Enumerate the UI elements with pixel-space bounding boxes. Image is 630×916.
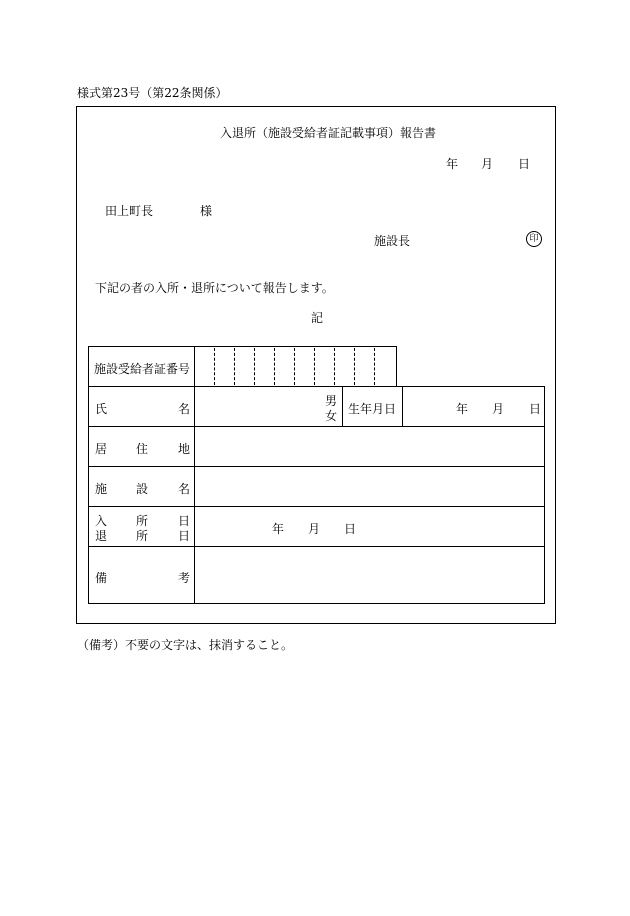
form-title: 入退所（施設受給者証記載事項）報告書 <box>220 126 437 140</box>
seal-mark: 印 <box>526 231 542 247</box>
body-text: 下記の者の入所・退所について報告します。 <box>95 281 334 295</box>
sender-label: 施設長 <box>374 234 411 248</box>
form-number: 様式第23号（第22条関係） <box>77 86 228 100</box>
discharge-label-2: 所 <box>136 529 149 543</box>
remarks-label-1: 備 <box>95 571 108 585</box>
birthdate-label: 生年月日 <box>348 402 397 416</box>
footnote: （備考）不要の文字は、抹消すること。 <box>77 638 294 652</box>
discharge-label-3: 日 <box>178 529 191 543</box>
sex-male: 男 <box>325 394 338 408</box>
admission-date-year: 年 <box>272 522 285 536</box>
ki-label: 記 <box>311 311 324 325</box>
facility-label-2: 設 <box>136 482 149 496</box>
admission-date-month: 月 <box>308 522 321 536</box>
birthdate-day: 日 <box>529 402 542 416</box>
admission-label-1: 入 <box>95 514 108 528</box>
admission-date-day: 日 <box>344 522 357 536</box>
residence-label-2: 住 <box>136 442 149 456</box>
residence-label-3: 地 <box>178 442 191 456</box>
cert-number-label: 施設受給者証番号 <box>94 362 191 376</box>
admission-label-2: 所 <box>136 514 149 528</box>
name-label-1: 氏 <box>95 402 108 416</box>
facility-label-1: 施 <box>95 482 108 496</box>
remarks-label-2: 考 <box>178 571 191 585</box>
admission-label-3: 日 <box>178 514 191 528</box>
date-day: 日 <box>518 157 531 171</box>
name-label-2: 名 <box>178 402 191 416</box>
date-year: 年 <box>446 157 459 171</box>
addressee-honorific: 様 <box>200 204 213 218</box>
birthdate-month: 月 <box>492 402 505 416</box>
birthdate-year: 年 <box>456 402 469 416</box>
date-month: 月 <box>481 157 494 171</box>
addressee-name: 田上町長 <box>105 204 154 218</box>
discharge-label-1: 退 <box>95 529 108 543</box>
facility-label-3: 名 <box>178 482 191 496</box>
sex-female: 女 <box>325 409 338 423</box>
residence-label-1: 居 <box>95 442 108 456</box>
